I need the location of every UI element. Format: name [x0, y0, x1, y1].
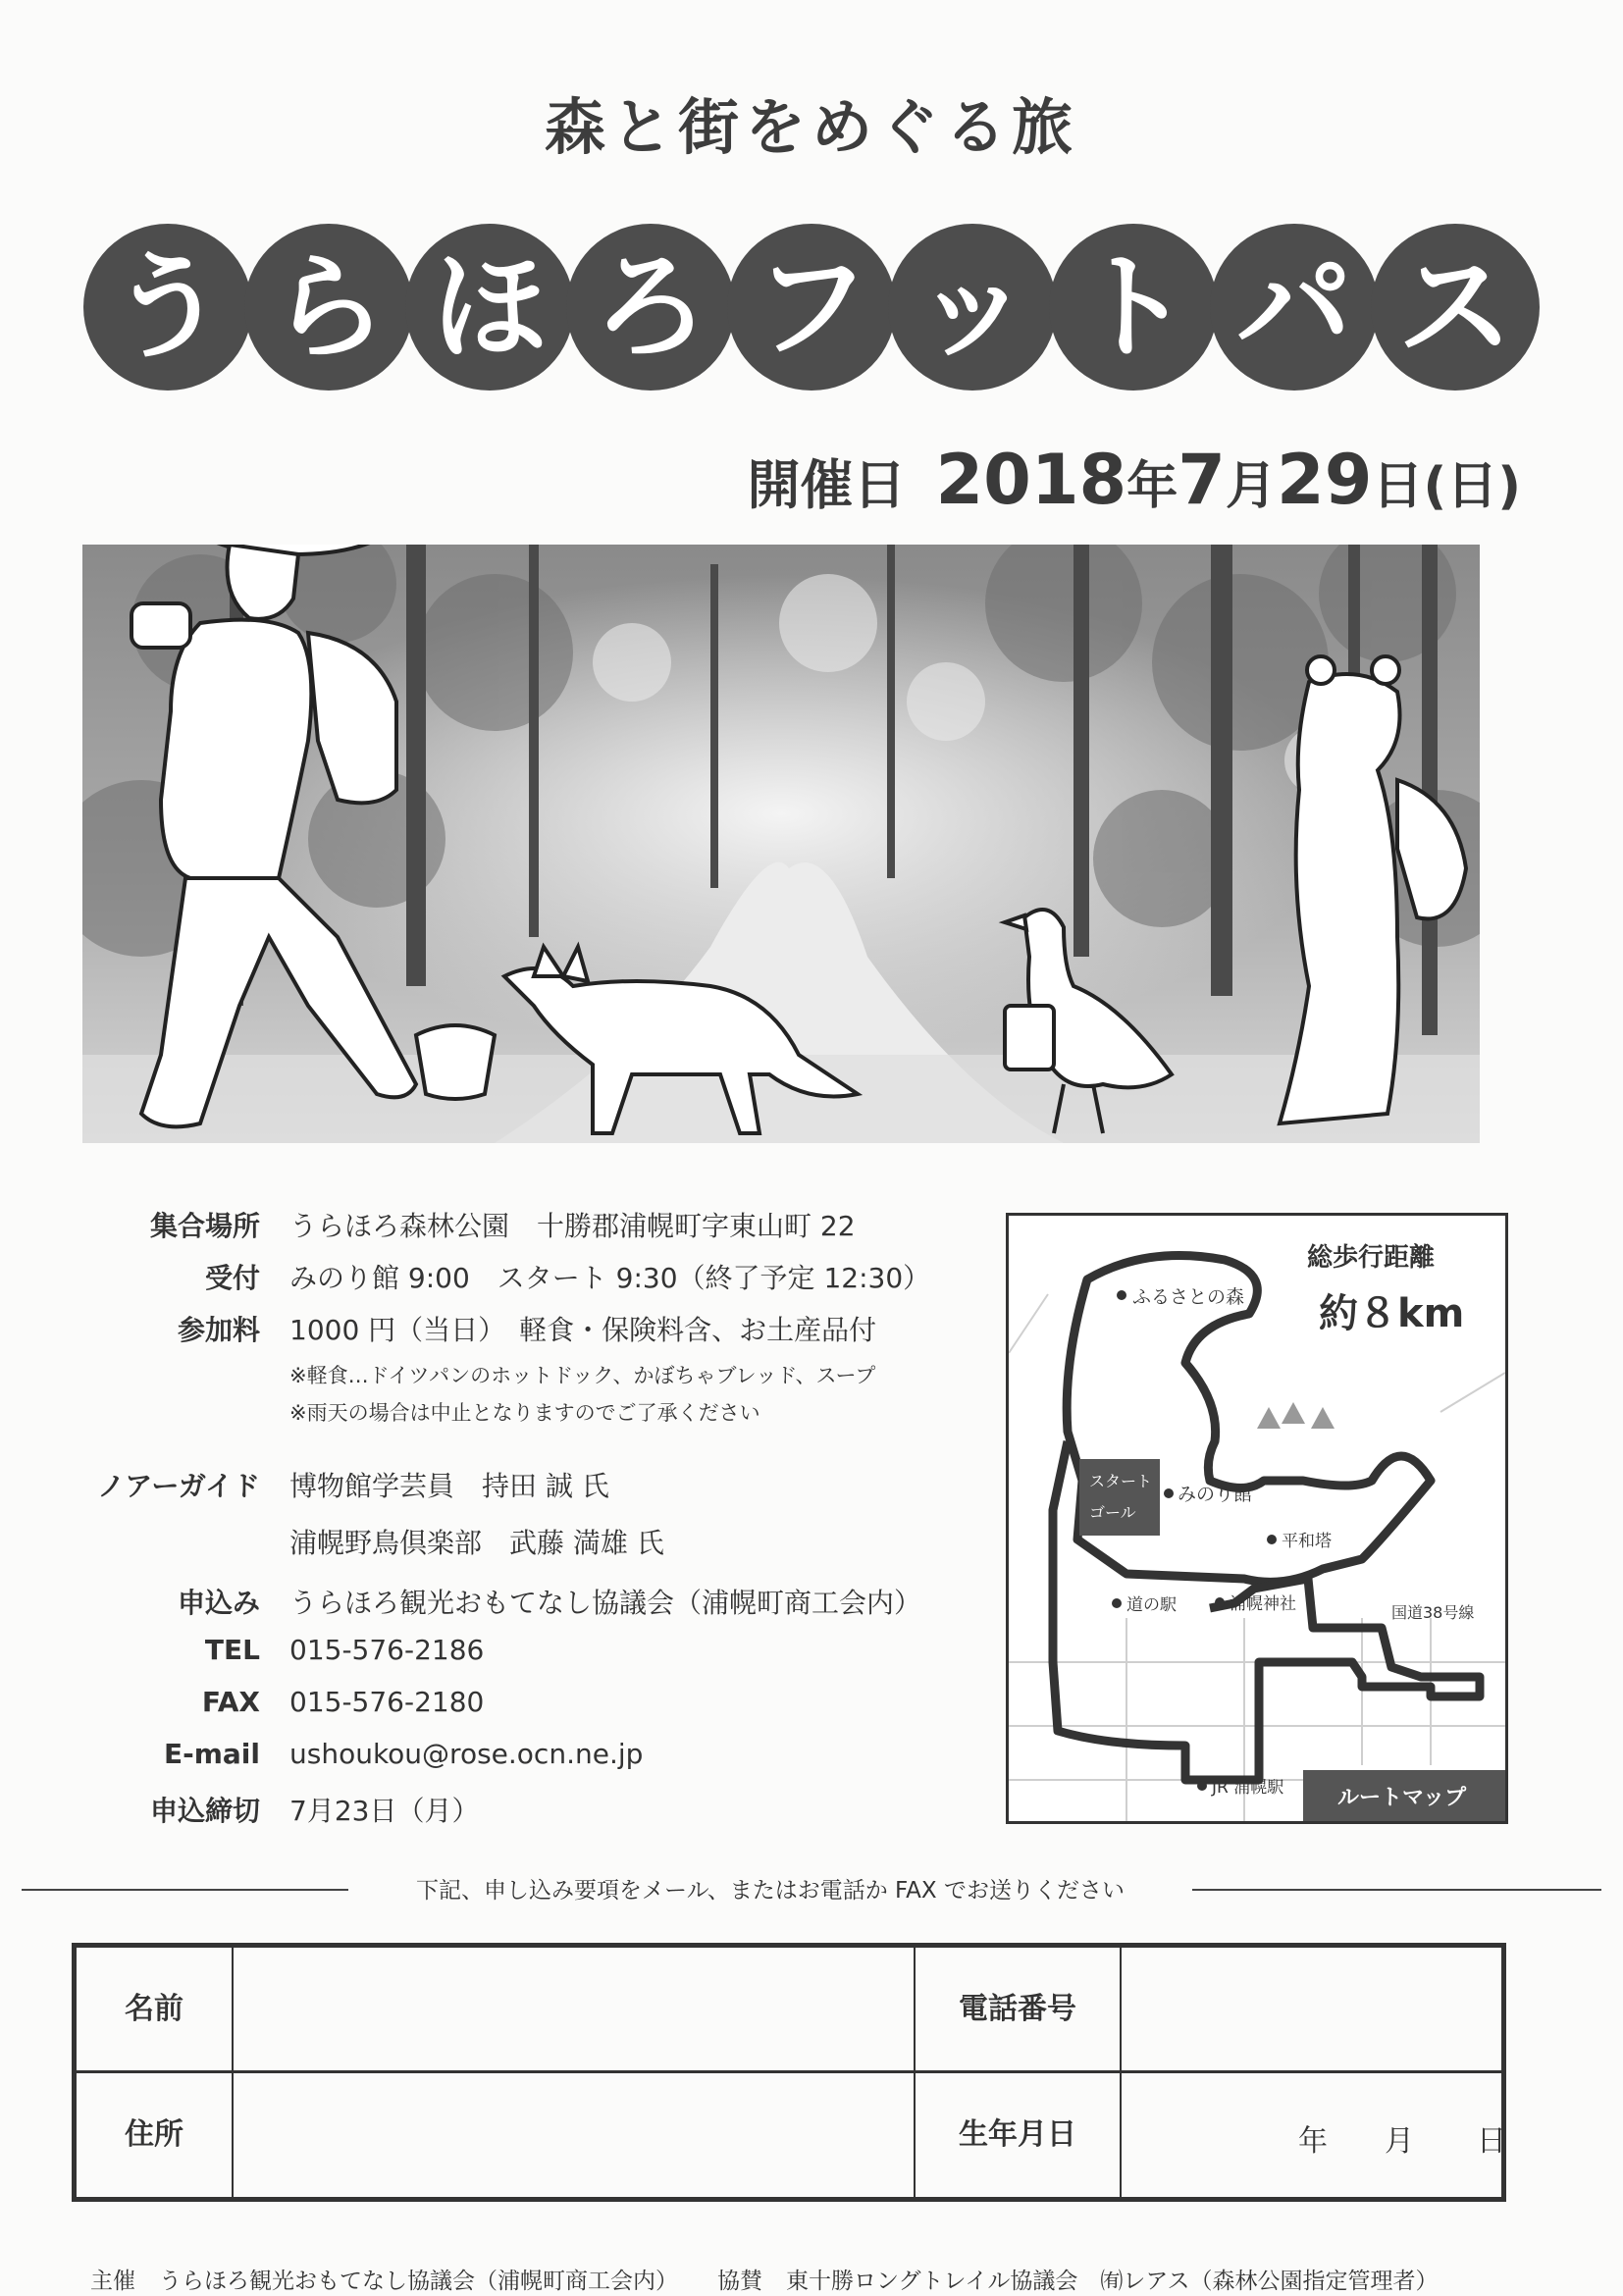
organizer-label: 主催	[90, 2269, 135, 2294]
name-field[interactable]	[234, 1948, 916, 2070]
date-year-unit: 年	[1126, 457, 1178, 516]
sponsor: 東十勝ロングトレイル協議会 ㈲レアス（森林公園指定管理者）	[786, 2269, 1439, 2294]
date-month: 7	[1178, 440, 1226, 520]
deadline-value: 7月23日（月）	[289, 1795, 480, 1827]
meeting-value: うらほろ森林公園 十勝郡浦幌町字東山町 22	[289, 1210, 856, 1242]
birthday-year: 年	[1298, 2124, 1328, 2159]
birthday-day: 日	[1477, 2124, 1506, 2159]
sponsor-label: 協賛	[717, 2269, 762, 2294]
fax-value: 015-576-2180	[289, 1686, 485, 1718]
note-rain: ※雨天の場合は中止となりますのでご了承ください	[289, 1401, 760, 1425]
distance-value: 約８km	[1319, 1291, 1465, 1336]
meeting-label: 集合場所	[149, 1210, 260, 1242]
map-place-furusato: ふるさとの森	[1132, 1286, 1245, 1308]
email-value: ushoukou@rose.ocn.ne.jp	[289, 1738, 644, 1770]
guide-2: 浦幌野鳥倶楽部 武藤 満雄 氏	[289, 1527, 664, 1559]
address-label: 住所	[77, 2073, 234, 2197]
date-weekday: (日)	[1423, 457, 1521, 516]
route-map-label: ルートマップ	[1337, 1786, 1467, 1810]
title-char: ッ	[888, 224, 1057, 391]
forest-illustration	[82, 545, 1480, 1143]
title-char: う	[83, 224, 252, 391]
email-label: E-mail	[163, 1738, 260, 1770]
date-label: 開催日	[747, 454, 907, 516]
phone-field[interactable]	[1122, 1948, 1501, 2070]
title-char: フ	[727, 224, 896, 391]
guide-label: ノアーガイド	[97, 1470, 260, 1502]
title-char: ト	[1049, 224, 1218, 391]
guide-1: 博物館学芸員 持田 誠 氏	[289, 1470, 609, 1502]
title-char: ろ	[566, 224, 735, 391]
reception-value: みのり館 9:00 スタート 9:30（終了予定 12:30）	[289, 1262, 931, 1294]
birthday-field[interactable]	[1122, 2073, 1506, 2197]
apply-value: うらほろ観光おもてなし協議会（浦幌町商工会内）	[289, 1587, 922, 1619]
fax-label: FAX	[201, 1686, 260, 1718]
footer	[90, 2263, 1438, 2295]
fee-label: 参加料	[177, 1314, 260, 1346]
note-meal: ※軽食…ドイツパンのホットドック、かぼちゃブレッド、スープ	[289, 1364, 876, 1387]
divider-text: 下記、申し込み要項をメール、またはお電話か FAX でお送りください	[348, 1872, 1192, 1905]
reception-label: 受付	[204, 1262, 260, 1294]
tel-value: 015-576-2186	[289, 1634, 485, 1666]
deadline-label: 申込締切	[149, 1795, 260, 1827]
map-place-minori: みのり館	[1178, 1484, 1253, 1505]
map-place-heiwato: 平和塔	[1282, 1532, 1332, 1551]
map-place-jinja: 浦幌神社	[1230, 1594, 1296, 1614]
date-day: 29	[1277, 440, 1373, 520]
map-place-jr: JR 浦幌駅	[1212, 1778, 1284, 1798]
application-form	[72, 1943, 1506, 2202]
birthday-label: 生年月日	[916, 2073, 1122, 2197]
fee-value: 1000 円（当日） 軽食・保険料含、お土産品付	[289, 1314, 877, 1346]
date-day-unit: 日	[1372, 457, 1424, 516]
event-info	[0, 1205, 991, 1833]
map-start: スタート	[1089, 1472, 1153, 1490]
subtitle: 森と街をめぐる旅	[544, 91, 1078, 163]
title-char: ス	[1371, 224, 1540, 391]
title-char: ほ	[405, 224, 574, 391]
distance-label: 総歩行距離	[1307, 1243, 1436, 1273]
address-field[interactable]	[234, 2073, 916, 2197]
map-route38: 国道38号線	[1391, 1603, 1475, 1622]
tel-label: TEL	[204, 1634, 260, 1666]
title-char: ら	[244, 224, 413, 391]
apply-label: 申込み	[177, 1587, 260, 1619]
name-label: 名前	[77, 1948, 234, 2070]
organizer: うらほろ観光おもてなし協議会（浦幌町商工会内）	[159, 2269, 678, 2294]
date-year: 2018	[935, 440, 1127, 520]
title-char: パ	[1210, 224, 1379, 391]
date-month-unit: 月	[1226, 457, 1278, 516]
phone-label: 電話番号	[916, 1948, 1122, 2070]
map-goal: ゴール	[1089, 1503, 1136, 1522]
event-date	[0, 440, 1521, 520]
birthday-month: 月	[1385, 2124, 1414, 2159]
map-place-michinoeki: 道の駅	[1126, 1595, 1177, 1615]
title-banner	[83, 224, 1541, 391]
route-map	[1006, 1213, 1508, 1824]
